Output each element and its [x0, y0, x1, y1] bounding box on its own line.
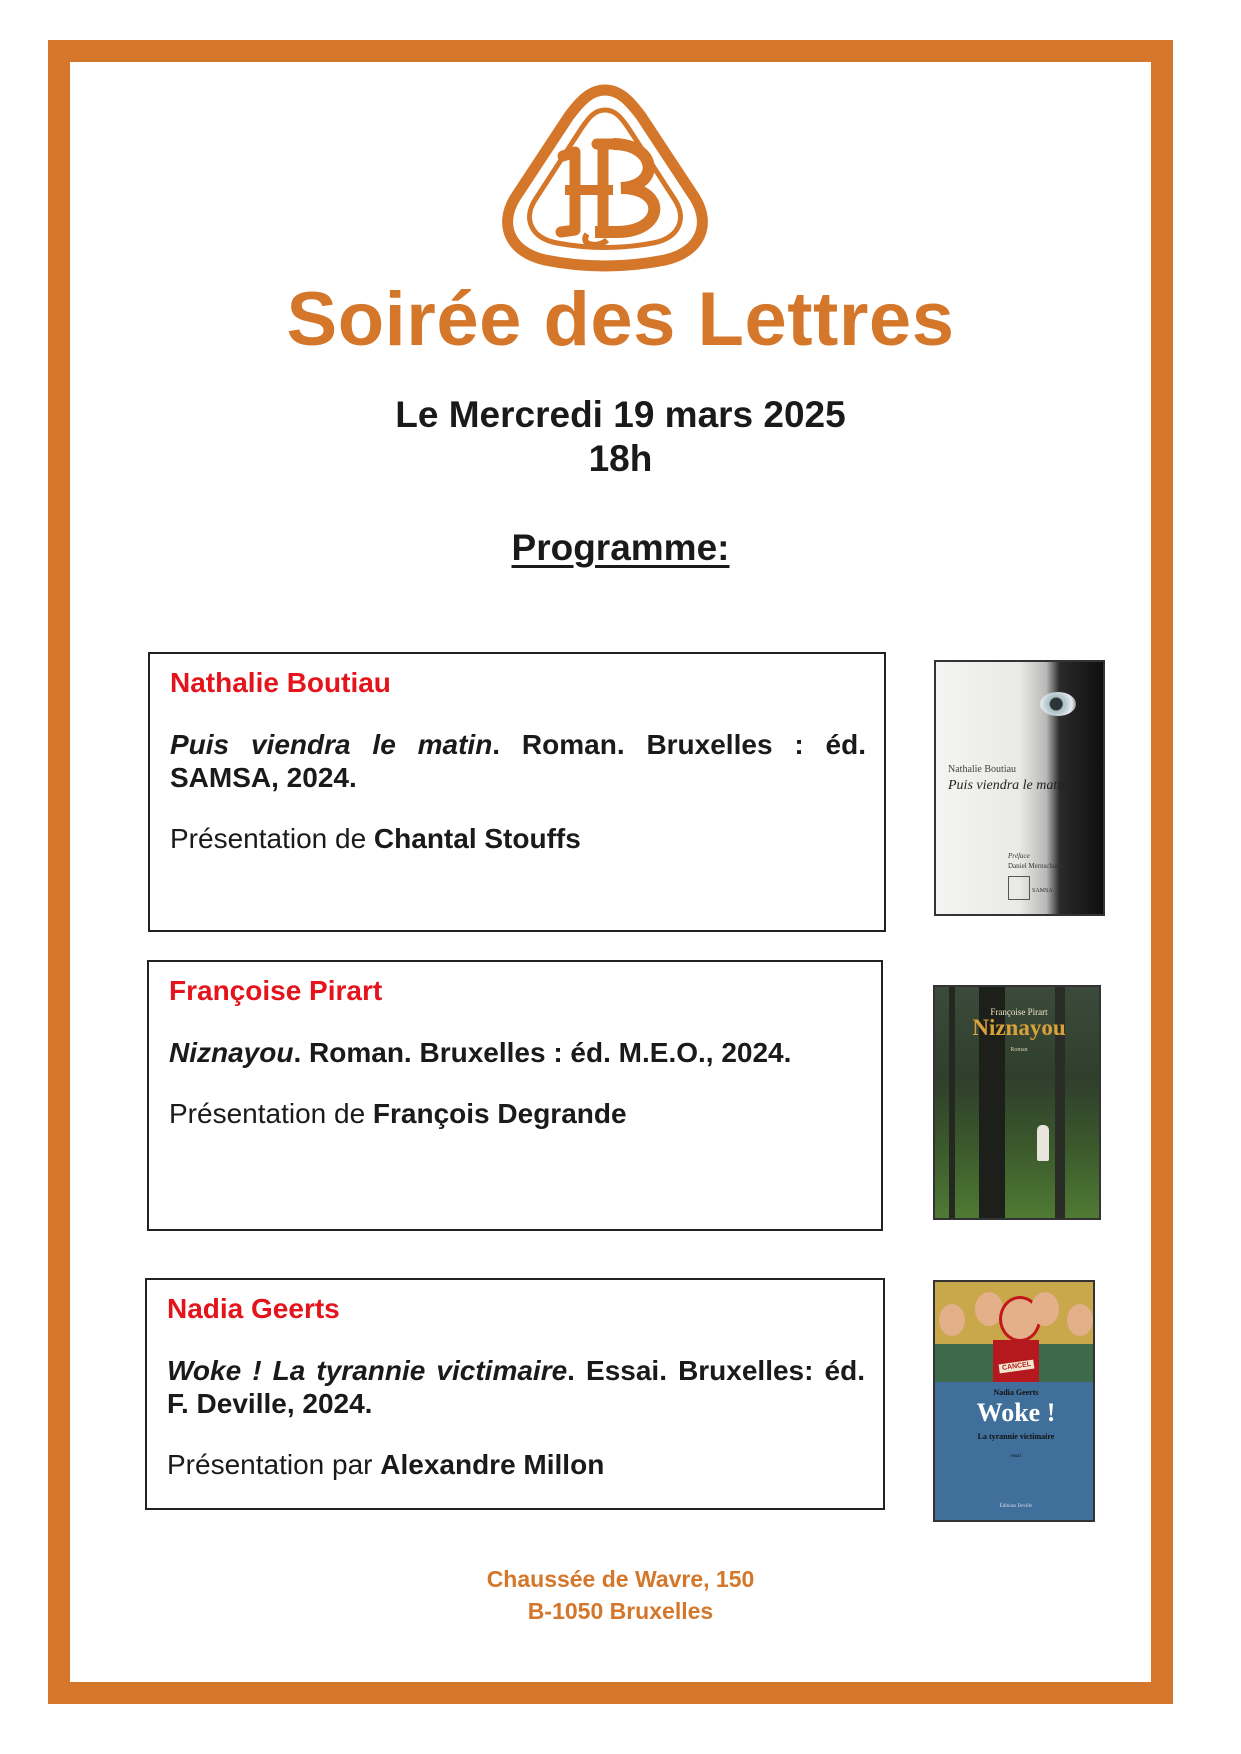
event-time: 18h — [588, 438, 653, 479]
book-cover — [933, 985, 1101, 1220]
event-date: Le Mercredi 19 mars 2025 — [395, 394, 846, 435]
cover-illustration — [935, 1282, 1095, 1382]
presentation-prefix: Présentation par — [167, 1449, 381, 1480]
programme-entry — [145, 1278, 885, 1510]
face-icon — [1067, 1304, 1093, 1336]
presenter-name: Alexandre Millon — [380, 1449, 605, 1480]
book-details: . Roman. Bruxelles : éd. SAMSA, 2024. — [170, 729, 866, 793]
book-details: . Essai. Bruxelles: éd. F. Deville, 2024. — [167, 1355, 865, 1419]
programme-heading: Programme: — [511, 527, 730, 568]
face-icon — [939, 1304, 965, 1336]
book-title: Niznayou — [169, 1037, 294, 1068]
book-title: Woke ! La tyrannie victimaire — [167, 1355, 568, 1386]
presentation-prefix: Présentation de — [169, 1098, 373, 1129]
child-figure-icon — [1037, 1125, 1049, 1161]
cover-subtitle: La tyrannie victimaire — [977, 1432, 1055, 1441]
cover-publisher: SAMSA — [1032, 888, 1053, 894]
book-reference — [167, 1354, 865, 1420]
book-title: Puis viendra le matin — [170, 729, 493, 760]
presentation-prefix: Présentation de — [170, 823, 374, 854]
publisher-logo-icon — [1008, 876, 1030, 900]
presenter-name: François Degrande — [372, 1098, 627, 1129]
cover-author: Nadia Geerts — [993, 1388, 1039, 1397]
programme-entry — [147, 960, 883, 1231]
cover-publisher: Éditions Deville — [999, 1504, 1033, 1509]
event-title: Soirée des Lettres — [286, 277, 955, 362]
logo-monogram-icon — [495, 82, 715, 272]
presentation-line — [167, 1448, 865, 1482]
cover-author: Françoise Pirart — [990, 1007, 1048, 1017]
book-reference — [169, 1036, 863, 1069]
event-datetime — [0, 393, 1241, 481]
cover-title: Puis viendra le matin — [948, 778, 1069, 793]
book-cover — [934, 660, 1105, 916]
author-name: Françoise Pirart — [169, 975, 383, 1006]
cat-eye-icon — [1040, 692, 1076, 716]
book-cover — [933, 1280, 1095, 1522]
cancel-stamp: CANCEL — [999, 1360, 1035, 1374]
cover-preface-label: Préface — [1008, 852, 1030, 860]
cover-title: Niznayou — [972, 1015, 1066, 1040]
presenter-name: Chantal Stouffs — [373, 823, 581, 854]
address-city: B-1050 Bruxelles — [527, 1598, 714, 1624]
book-details: . Roman. Bruxelles : éd. M.E.O., 2024. — [293, 1037, 792, 1068]
address-street: Chaussée de Wavre, 150 — [486, 1566, 755, 1592]
cover-author: Nathalie Boutiau — [948, 764, 1017, 775]
author-name: Nadia Geerts — [167, 1293, 340, 1324]
book-reference — [170, 728, 866, 794]
face-icon — [1031, 1292, 1059, 1326]
programme-entry — [148, 652, 886, 932]
cover-preface-name: Daniel Mernschaert — [1008, 862, 1064, 870]
author-name: Nathalie Boutiau — [170, 667, 391, 698]
cover-genre: essai — [1011, 1454, 1021, 1459]
presentation-line — [169, 1097, 863, 1131]
presentation-line — [170, 822, 866, 856]
venue-address — [0, 1563, 1241, 1627]
cover-title: Woke ! — [976, 1398, 1056, 1427]
cover-genre: Roman — [1010, 1047, 1028, 1053]
